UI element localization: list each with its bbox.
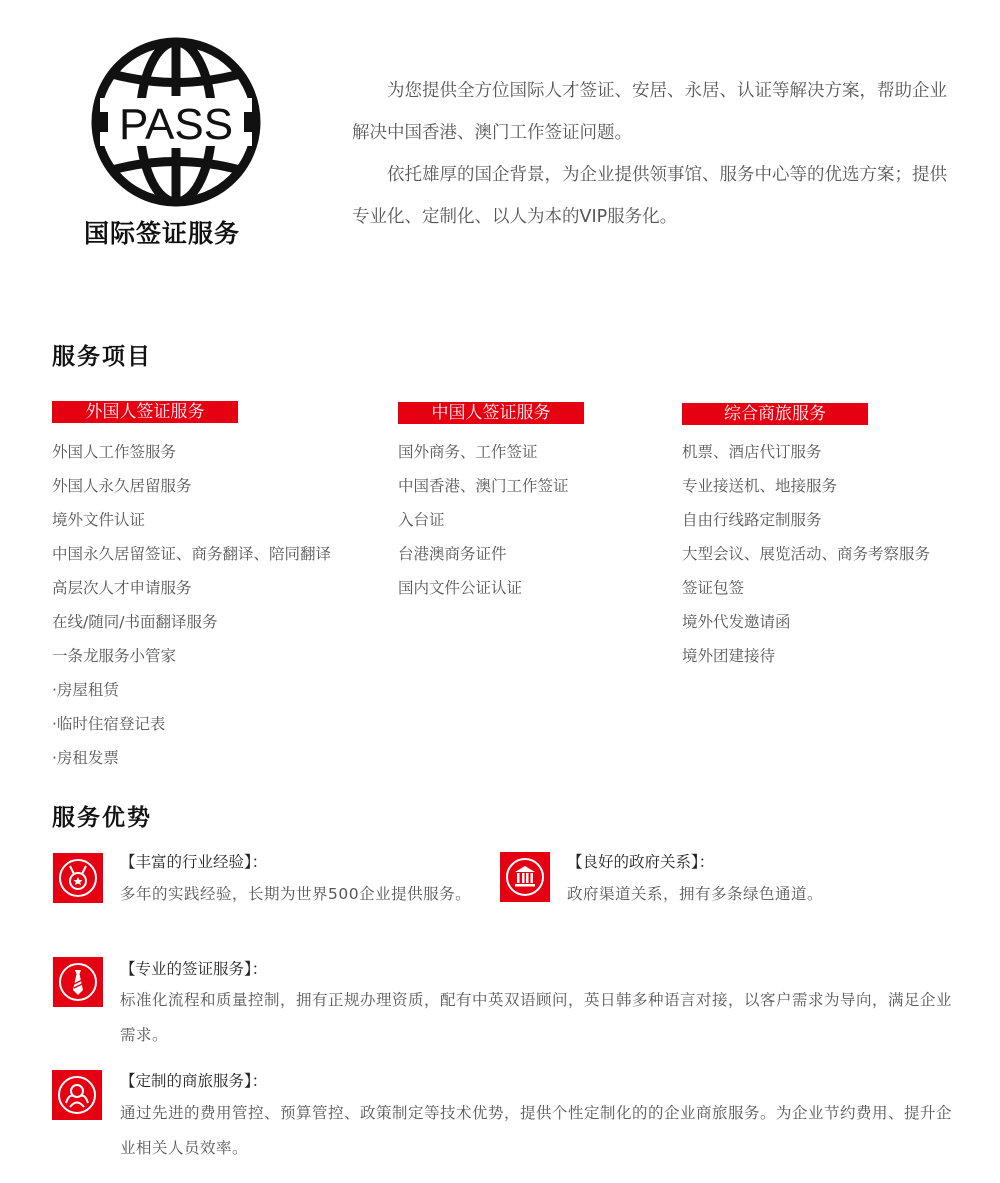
advantage-desc: 多年的实践经验，长期为世界500企业提供服务。 [120, 885, 472, 903]
list-item: 大型会议、展览活动、商务考察服务 [682, 545, 931, 563]
list-item: 自由行线路定制服务 [682, 511, 822, 529]
svg-text:PASS: PASS [118, 100, 234, 149]
list-item: ·房租发票 [52, 749, 119, 767]
advantage-desc: 标准化流程和质量控制，拥有正规办理资质，配有中英双语顾问，英日韩多种语言对接，以客户需求为导向，满足企业需求。 [120, 991, 953, 1044]
category-label-foreigner-visa: 外国人签证服务 [52, 401, 238, 423]
government-building-icon [500, 852, 550, 902]
tie-icon [53, 957, 103, 1007]
intro-paragraph: 为您提供全方位国际人才签证、安居、永居、认证等解决方案，帮助企业解决中国香港、澳门工作签证问题。 [352, 81, 947, 143]
list-item: 国内文件公证认证 [398, 579, 523, 597]
intro-text [352, 70, 952, 238]
category-label-business-travel: 综合商旅服务 [682, 403, 868, 425]
list-item: 境外文件认证 [52, 511, 146, 529]
list-item: 入台证 [398, 511, 445, 529]
category-label-chinese-visa: 中国人签证服务 [398, 402, 584, 424]
logo-title: 国际签证服务 [84, 219, 241, 248]
list-item: 国外商务、工作签证 [398, 443, 538, 461]
foreigner-visa-list [52, 435, 331, 775]
list-item: 机票、酒店代订服务 [682, 443, 822, 461]
list-item: 台港澳商务证件 [398, 545, 507, 563]
advantage-title: 【专业的签证服务】： [120, 960, 268, 978]
advantage-title: 【丰富的行业经验】： [120, 853, 268, 871]
advantages-heading: 服务优势 [52, 805, 152, 831]
list-item: 中国香港、澳门工作签证 [398, 477, 569, 495]
list-item: 中国永久居留签证、商务翻译、陪同翻译 [52, 545, 332, 563]
globe-pass-logo [90, 36, 262, 208]
services-heading: 服务项目 [52, 344, 152, 370]
list-item: 一条龙服务小管家 [52, 647, 177, 665]
intro-paragraph: 依托雄厚的国企背景，为企业提供领事馆、服务中心等的优选方案；提供专业化、定制化、以人为本的VIP服务化。 [352, 165, 947, 227]
medal-icon [53, 853, 103, 903]
business-travel-list [682, 435, 930, 673]
list-item: ·临时住宿登记表 [52, 715, 166, 733]
list-item: 外国人永久居留服务 [52, 477, 192, 495]
advantage-desc: 通过先进的费用管控、预算管控、政策制定等技术优势，提供个性定制化的的企业商旅服务。为企业节约费用、提升企业相关人员效率。 [120, 1104, 953, 1157]
list-item: 境外团建接待 [682, 647, 776, 665]
list-item: 专业接送机、地接服务 [682, 477, 838, 495]
list-item: 高层次人才申请服务 [52, 579, 192, 597]
advantage-title: 【定制的商旅服务】： [120, 1072, 268, 1090]
list-item: ·房屋租赁 [52, 681, 119, 699]
list-item: 签证包签 [682, 579, 745, 597]
advantage-title: 【良好的政府关系】： [567, 853, 715, 871]
list-item: 境外代发邀请函 [682, 613, 791, 631]
people-icon [52, 1070, 102, 1120]
list-item: 外国人工作签服务 [52, 443, 177, 461]
advantage-desc: 政府渠道关系，拥有多条绿色通道。 [567, 885, 824, 903]
chinese-visa-list [398, 435, 569, 605]
list-item: 在线/随同/书面翻译服务 [52, 613, 218, 631]
